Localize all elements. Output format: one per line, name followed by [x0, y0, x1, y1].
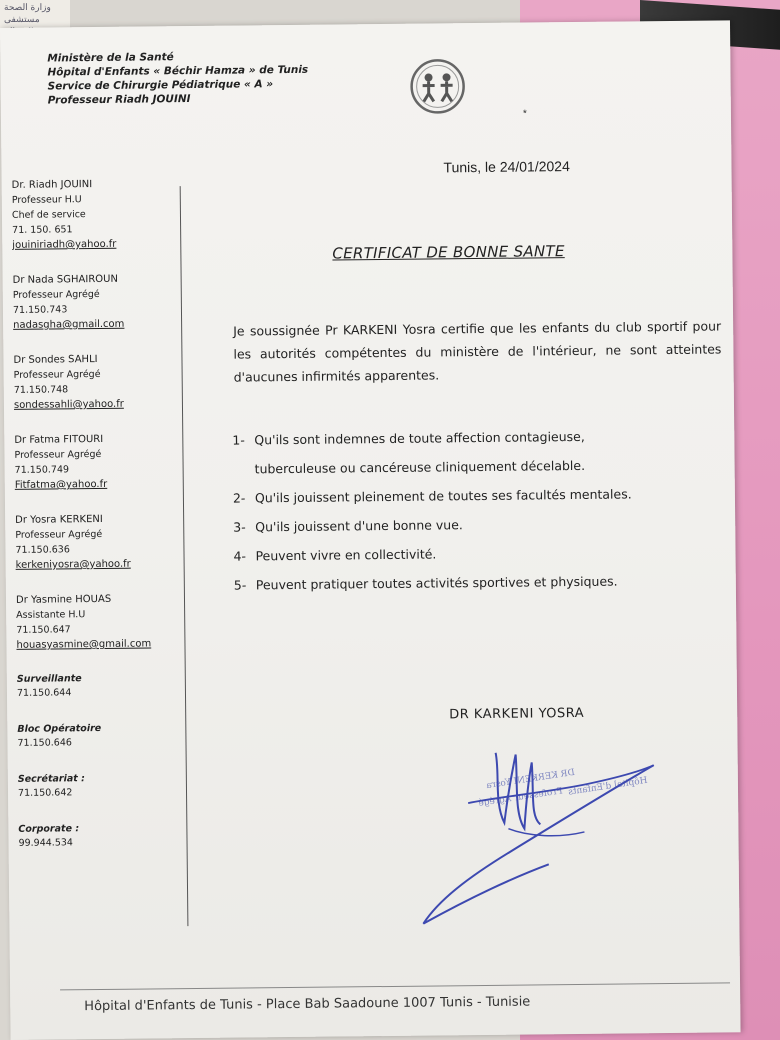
- service-phone: 71.150.646: [17, 737, 72, 749]
- certification-list: [232, 420, 734, 599]
- doctor-title: Professeur Agrégé: [13, 368, 101, 381]
- doctor-name: Dr Sondes SAHLI: [13, 353, 98, 366]
- doctor-email: Fitfatma@yahoo.fr: [14, 478, 108, 491]
- letterhead-hospital: Hôpital d'Enfants « Béchir Hamza » de Tunis: [47, 63, 309, 79]
- doctor-name: Dr Yasmine HOUAS: [15, 593, 112, 606]
- service-entry: [18, 771, 178, 801]
- stamp-line: DR KERKENI Yosra: [485, 767, 576, 792]
- doctor-email: houasyasmine@gmail.com: [16, 638, 152, 651]
- service-label: Secrétariat :: [17, 773, 85, 785]
- item-number: 5-: [233, 577, 247, 593]
- service-label: Bloc Opératoire: [17, 722, 102, 735]
- doctor-title: Professeur H.U: [11, 194, 82, 206]
- service-phone: 99.944.534: [18, 837, 74, 849]
- service-phone: 71.150.642: [17, 787, 73, 799]
- doctor-phone: 71. 150. 651: [12, 224, 73, 236]
- corner-line: مستشفى: [4, 15, 40, 25]
- staff-sidebar: [12, 176, 179, 873]
- doctor-email: kerkeniyosra@yahoo.fr: [15, 558, 131, 571]
- doctor-email: jouiniriadh@yahoo.fr: [12, 238, 117, 251]
- item-number: 2-: [232, 490, 246, 506]
- certificate-title: CERTIFICAT DE BONNE SANTE: [332, 242, 565, 263]
- doctor-name: Dr Yosra KERKENI: [15, 513, 103, 526]
- doctor-name: Dr Nada SGHAIROUN: [12, 273, 118, 286]
- doctor-phone: 71.150.743: [12, 304, 68, 316]
- letterhead-service: Service de Chirurgie Pédiatrique « A »: [47, 78, 274, 93]
- doctor-phone: 71.150.748: [13, 384, 69, 396]
- doctor-entry: [13, 351, 174, 413]
- doctor-phone: 71.150.636: [15, 544, 70, 556]
- footer-address: Hôpital d'Enfants de Tunis - Place Bab Saadoune 1007 Tunis - Tunisie: [84, 994, 531, 1015]
- list-item: [234, 565, 734, 599]
- service-label: Surveillante: [16, 673, 82, 685]
- stamp-line: Professeur Agrégé: [477, 786, 564, 809]
- doctor-entry: [15, 511, 176, 573]
- doctor-title: Professeur Agrégé: [14, 448, 102, 461]
- doctor-entry: [14, 431, 175, 493]
- stamp-line: Hôpital d'Enfants: [567, 775, 649, 798]
- item-text: Peuvent vivre en collectivité.: [255, 546, 437, 564]
- list-item-continuation: tuberculeuse ou cancéreuse cliniquement décelable.: [254, 457, 586, 477]
- certificate-paper: [0, 20, 741, 1040]
- doctor-phone: 71.150.749: [14, 464, 70, 476]
- item-number: 3-: [233, 519, 246, 535]
- document-date: Tunis, le 24/01/2024: [443, 158, 570, 176]
- doctor-email: sondessahli@yahoo.fr: [13, 398, 124, 411]
- doctor-title: Professeur Agrégé: [12, 288, 100, 301]
- doctor-title: Professeur Agrégé: [15, 528, 103, 541]
- signer-name: DR KARKENI YOSRA: [449, 705, 585, 723]
- sidebar-divider: [180, 186, 189, 926]
- item-number: 4-: [233, 548, 247, 564]
- doctor-entry: [16, 591, 177, 653]
- header-star: *: [522, 108, 527, 120]
- certificate-intro: Je soussignée Pr KARKENI Yosra certifie que les enfants du club sportif pour les autorités compétentes du ministère de l'intérieur, ne sont atteintes d'aucunes infirmités apparentes.: [233, 318, 722, 385]
- service-entry: [17, 721, 177, 751]
- doctor-name: Dr Fatma FITOURI: [14, 433, 104, 446]
- doctor-title: Assistante H.U: [16, 609, 86, 621]
- item-text: Qu'ils jouissent d'une bonne vue.: [255, 517, 463, 535]
- doctor-entry: [13, 271, 174, 333]
- doctor-name: Dr. Riadh JOUINI: [11, 179, 93, 191]
- doctor-role: Chef de service: [11, 209, 86, 221]
- service-entry: [17, 671, 177, 701]
- service-label: Corporate :: [18, 823, 80, 835]
- service-phone: 71.150.644: [16, 687, 72, 699]
- doctor-entry: [12, 176, 173, 253]
- item-text: Qu'ils sont indemnes de toute affection contagieuse,: [254, 428, 585, 448]
- corner-line: وزارة الصحة: [4, 3, 51, 13]
- doctor-phone: 71.150.647: [16, 624, 71, 636]
- letterhead: [47, 49, 308, 108]
- item-text: Qu'ils jouissent pleinement de toutes ses facultés mentales.: [254, 486, 632, 506]
- service-entry: [18, 821, 178, 851]
- item-number: 1-: [232, 432, 245, 448]
- letterhead-ministry: Ministère de la Santé: [47, 51, 174, 65]
- children-hospital-logo-icon: [408, 57, 467, 116]
- footer-divider: [60, 982, 730, 990]
- letterhead-professor: Professeur Riadh JOUINI: [47, 93, 191, 107]
- handwritten-signature: [407, 731, 669, 934]
- item-text: Peuvent pratiquer toutes activités sportives et physiques.: [255, 573, 618, 593]
- doctor-email: nadasgha@gmail.com: [13, 318, 125, 331]
